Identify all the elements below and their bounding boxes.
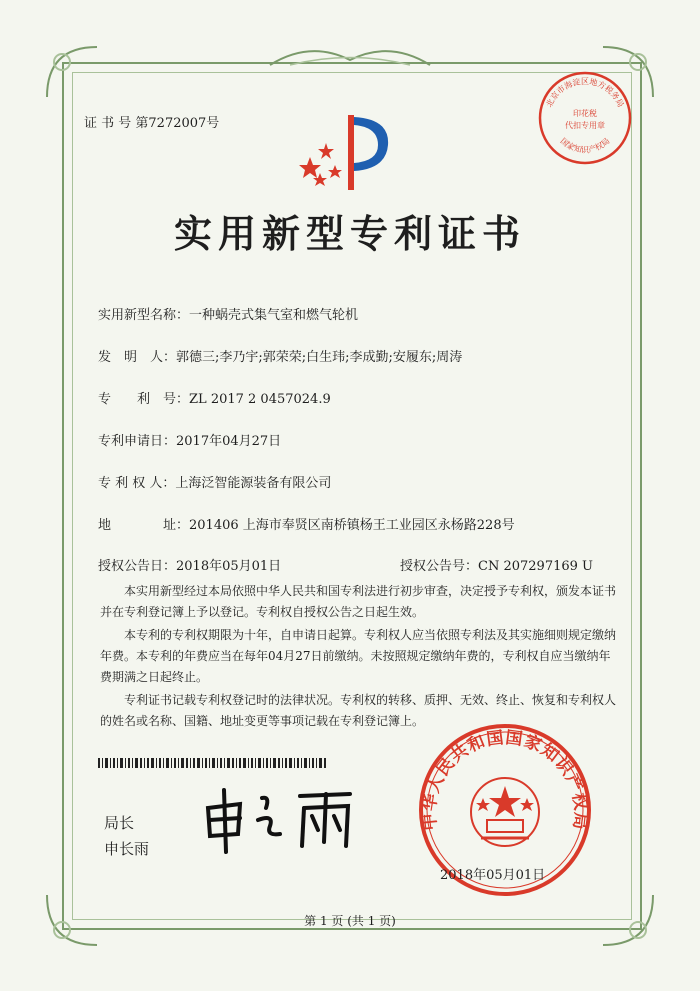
- field-application-date: [98, 430, 281, 449]
- tax-seal-text: 北京市海淀区地方税务局: [544, 77, 626, 109]
- body-paragraph: 本实用新型经过本局依照中华人民共和国专利法进行初步审查，决定授予专利权，颁发本证书并在专利登记簿上予以登记。专利权自授权公告之日起生效。: [100, 584, 617, 619]
- certificate-number: 证 书 号 第7272007号: [84, 116, 220, 131]
- official-name: 申长雨: [104, 840, 150, 858]
- certificate-title: 实用新型专利证书: [173, 211, 526, 256]
- field-inventors: [98, 346, 462, 365]
- field-value: ZL 2017 2 0457024.9: [189, 392, 331, 407]
- field-label: 实用新型名称：: [98, 308, 190, 323]
- cnipa-logo-icon: [290, 105, 400, 195]
- field-label: 授权公告日：: [98, 559, 177, 574]
- seal-date: 2018年05月01日: [440, 868, 546, 883]
- field-label: 专 利 权 人：: [98, 476, 176, 491]
- svg-text:北京市海淀区地方税务局: [544, 76, 626, 108]
- field-value: 郭德三;李乃宇;郭荣荣;白生玮;李成勤;安履东;周涛: [176, 350, 463, 365]
- body-paragraph: 专利证书记载专利权登记时的法律状况。专利权的转移、质押、无效、终止、恢复和专利权人的姓名或名称、国籍、地址变更等事项记载在专利登记簿上。: [100, 693, 617, 728]
- body-paragraph: 本专利的专利权期限为十年，自申请日起算。专利权人应当依照专利法及其实施细则规定缴纳年费。本专利的年费应当在每年04月27日前缴纳。未按照规定缴纳年费的，专利权自应当缴纳年费期满之日起终止。: [100, 628, 617, 684]
- svg-text:国家知识产权局: [559, 136, 612, 154]
- field-value: 上海泛智能源装备有限公司: [175, 476, 332, 491]
- official-seal-text: 中华人民共和国国家知识产权局: [419, 727, 591, 832]
- tax-seal-inner-2: 代扣专用章: [565, 121, 605, 130]
- field-grant-number: [400, 555, 593, 574]
- field-patent-number: [98, 388, 331, 407]
- field-label: 发 明 人：: [98, 350, 177, 365]
- field-label: 地 址：: [98, 518, 190, 533]
- field-label: 授权公告号：: [400, 559, 479, 574]
- field-utility-model-name: [98, 304, 358, 323]
- field-address: [98, 514, 515, 533]
- field-value: 一种蜗壳式集气室和燃气轮机: [189, 308, 359, 323]
- official-title: 局长: [104, 814, 135, 832]
- signature-icon: [200, 786, 370, 856]
- field-value: 2018年05月01日: [176, 559, 282, 574]
- field-value: 201406 上海市奉贤区南桥镇杨王工业园区永杨路228号: [189, 518, 515, 533]
- field-grant-date: [98, 555, 281, 574]
- field-label: 专 利 号：: [98, 392, 190, 407]
- tax-seal-inner-1: 印花税: [573, 109, 597, 118]
- corner-ornament-icon: [42, 42, 102, 102]
- tax-seal-bottom: 国家知识产权局: [558, 136, 612, 155]
- page-footer: 第 1 页 (共 1 页): [304, 914, 396, 928]
- top-ornament-icon: [260, 40, 440, 70]
- svg-text:中华人民共和国国家知识产权局: [419, 728, 592, 832]
- field-patentee: [98, 472, 331, 491]
- field-value: CN 207297169 U: [478, 559, 593, 574]
- tax-seal-icon: [535, 68, 635, 168]
- field-label: 专利申请日：: [98, 434, 177, 449]
- field-value: 2017年04月27日: [176, 434, 282, 449]
- barcode-icon: [98, 758, 328, 768]
